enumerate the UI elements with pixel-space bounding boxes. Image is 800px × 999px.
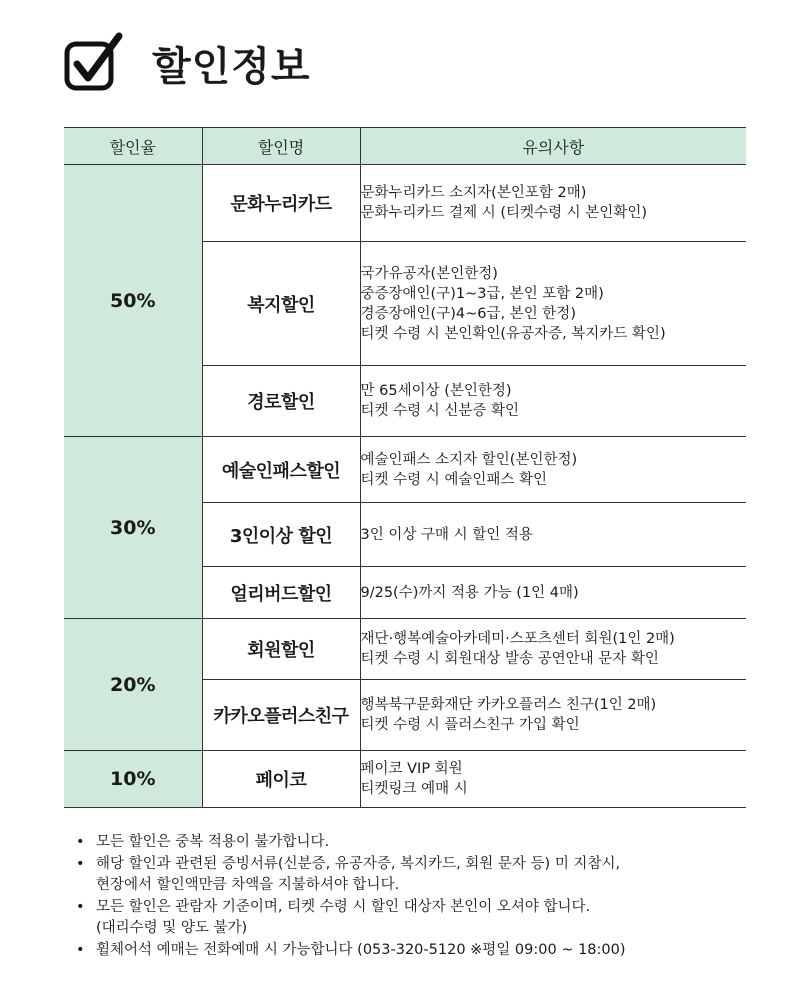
discount-notes bbox=[360, 165, 746, 242]
header-rate: 할인율 bbox=[64, 128, 202, 165]
bullet: • bbox=[76, 941, 85, 958]
note-line: 9/25(수)까지 적용 가능 (1인 4매) bbox=[360, 584, 579, 601]
discount-name: 문화누리카드 bbox=[202, 165, 360, 242]
rate-cell: 10% bbox=[64, 751, 202, 808]
bullet: • bbox=[76, 855, 85, 872]
discount-notes bbox=[360, 242, 746, 366]
note-line: 티켓 수령 시 플러스친구 가입 확인 bbox=[360, 717, 580, 733]
checkbox-checked-icon bbox=[62, 31, 126, 95]
footnote-item bbox=[76, 832, 776, 854]
note-line: 티켓링크 예매 시 bbox=[360, 781, 468, 797]
discount-name: 회원할인 bbox=[202, 619, 360, 680]
footnote-line: (대리수령 및 양도 불가) bbox=[96, 920, 248, 936]
discount-table bbox=[64, 127, 746, 808]
footnote-line: 모든 할인은 중복 적용이 불가합니다. bbox=[96, 834, 330, 850]
table-header-row bbox=[64, 128, 746, 165]
note-line: 티켓 수령 시 본인확인(유공자증, 복지카드 확인) bbox=[360, 325, 666, 342]
discount-notes bbox=[360, 751, 746, 808]
discount-name: 3인이상 할인 bbox=[202, 503, 360, 567]
footnote-line: 현장에서 할인액만큼 차액을 지불하셔야 합니다. bbox=[96, 877, 400, 893]
discount-name: 복지할인 bbox=[202, 242, 360, 366]
page-title: 할인정보 bbox=[152, 43, 311, 90]
page-header bbox=[62, 28, 311, 98]
footnote-item bbox=[76, 897, 776, 940]
note-line: 티켓 수령 시 예술인패스 확인 bbox=[360, 471, 548, 488]
note-line: 행복북구문화재단 카카오플러스 친구(1인 2매) bbox=[360, 697, 657, 713]
note-line: 중증장애인(구)1~3급, 본인 포함 2매) bbox=[360, 285, 604, 302]
footnote-line: 모든 할인은 관람자 기준이며, 티켓 수령 시 할인 대상자 본인이 오셔야 합니다. bbox=[96, 898, 591, 915]
note-line: 국가유공자(본인한정) bbox=[360, 265, 498, 282]
footnote-list bbox=[76, 832, 776, 961]
note-line: 문화누리카드 결제 시 (티켓수령 시 본인확인) bbox=[360, 205, 647, 221]
discount-name: 경로할인 bbox=[202, 366, 360, 437]
note-line: 문화누리카드 소지자(본인포함 2매) bbox=[360, 185, 587, 201]
discount-name: 얼리버드할인 bbox=[202, 567, 360, 619]
footnote-line: 해당 할인과 관련된 증빙서류(신분증, 유공자증, 복지카드, 회원 문자 등) 미 지참시, bbox=[96, 855, 621, 872]
table-row bbox=[64, 437, 746, 503]
note-line: 페이코 VIP 회원 bbox=[360, 761, 463, 777]
discount-notes bbox=[360, 503, 746, 567]
discount-notes bbox=[360, 366, 746, 437]
discount-notes bbox=[360, 437, 746, 503]
table-row bbox=[64, 619, 746, 680]
header-notes: 유의사항 bbox=[360, 128, 746, 165]
discount-notes bbox=[360, 680, 746, 751]
discount-notes bbox=[360, 567, 746, 619]
table-row bbox=[64, 165, 746, 242]
footnote-item bbox=[76, 854, 776, 897]
note-line: 티켓 수령 시 신분증 확인 bbox=[360, 403, 520, 419]
note-line: 재단·행복예술아카데미·스포츠센터 회원(1인 2매) bbox=[360, 631, 675, 647]
header-name: 할인명 bbox=[202, 128, 360, 165]
discount-name: 카카오플러스친구 bbox=[202, 680, 360, 751]
discount-name: 예술인패스할인 bbox=[202, 437, 360, 503]
note-line: 티켓 수령 시 회원대상 발송 공연안내 문자 확인 bbox=[360, 651, 659, 667]
table-row bbox=[64, 751, 746, 808]
rate-cell: 30% bbox=[64, 437, 202, 619]
discount-notes bbox=[360, 619, 746, 680]
footnote-line: 휠체어석 예매는 전화예매 시 가능합니다 (053-320-5120 ※평일 09:00 ~ 18:00) bbox=[96, 941, 626, 958]
discount-name: 페이코 bbox=[202, 751, 360, 808]
rate-cell: 20% bbox=[64, 619, 202, 751]
note-line: 만 65세이상 (본인한정) bbox=[360, 383, 512, 399]
bullet: • bbox=[76, 898, 85, 915]
note-line: 3인 이상 구매 시 할인 적용 bbox=[360, 526, 533, 543]
bullet: • bbox=[76, 834, 85, 850]
rate-cell: 50% bbox=[64, 165, 202, 437]
footnote-item bbox=[76, 940, 776, 962]
note-line: 경증장애인(구)4~6급, 본인 한정) bbox=[360, 305, 576, 322]
note-line: 예술인패스 소지자 할인(본인한정) bbox=[360, 451, 578, 468]
